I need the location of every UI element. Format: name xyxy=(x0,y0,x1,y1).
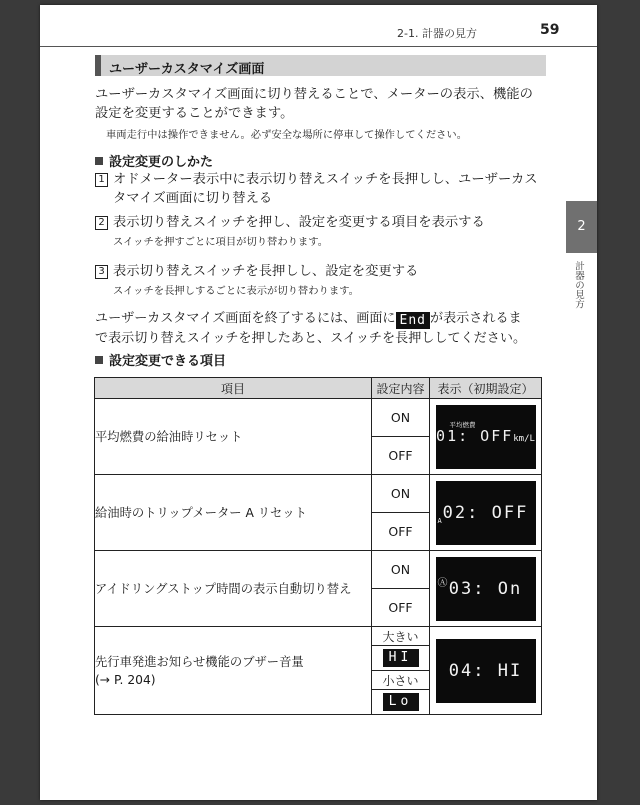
col-header-display: 表示（初期設定） xyxy=(430,378,542,399)
table-row: アイドリングストップ時間の表示自動切り替え ON Ⓐ 03: On xyxy=(95,551,542,589)
table-row: 平均燃費の給油時リセット ON 平均燃費 01: OFFkm/L xyxy=(95,399,542,437)
intro-note: 車両走行中は操作できません。必ず安全な場所に停車して操作してください。 xyxy=(106,129,468,141)
page-number: 59 xyxy=(540,22,560,38)
step-number: 3 xyxy=(95,265,108,279)
finish-text: ユーザーカスタマイズ画面を終了するには、画面に End が表示されるま で表示切り替えスイッチを押したあと、スイッチを長押ししてください。 xyxy=(95,311,527,346)
intro-text: ユーザーカスタマイズ画面に切り替えることで、メーターの表示、機能の 設定を変更することができます。 xyxy=(95,87,533,121)
step-number: 1 xyxy=(95,173,108,187)
step-3: 3 表示切り替えスイッチを長押しし、設定を変更する xyxy=(95,262,418,281)
step-3-note: スイッチを長押しするごとに表示が切り替わります。 xyxy=(113,285,359,297)
col-header-item: 項目 xyxy=(95,378,372,399)
manual-page xyxy=(40,5,597,800)
header-divider xyxy=(40,46,597,47)
lcd-display: A 02: OFF xyxy=(436,481,536,545)
square-bullet-icon xyxy=(95,157,103,165)
items-heading: 設定変更できる項目 xyxy=(95,350,226,369)
section-title-bar xyxy=(95,55,546,76)
howto-heading: 設定変更のしかた xyxy=(95,151,213,170)
end-lcd-icon: End xyxy=(396,312,430,329)
chapter-tab-label: 計器の見方 xyxy=(573,261,584,309)
settings-table: 項目 設定内容 表示（初期設定） 平均燃費の給油時リセット ON 平均燃費 01: OFFkm/L OFF 給油時のトリップメーター A リセット ON A 02: OFF OFF アイドリングストップ時間の表示自動切り替え ON Ⓐ 03: On OFF 先行車発進お知らせ機能のブザー音量 (→ P. 204) 大きい 04: HI HI 小さい Lo xyxy=(94,377,542,715)
lo-lcd-icon: Lo xyxy=(383,693,419,711)
col-header-setting: 設定内容 xyxy=(372,378,430,399)
table-row: 給油時のトリップメーター A リセット ON A 02: OFF xyxy=(95,475,542,513)
step-2: 2 表示切り替えスイッチを押し、設定を変更する項目を表示する xyxy=(95,213,485,232)
square-bullet-icon xyxy=(95,356,103,364)
step-1: 1 オドメーター表示中に表示切り替えスイッチを長押しし、ユーザーカス タマイズ画面に切り替える xyxy=(95,170,538,208)
chapter-tab: 2 xyxy=(566,201,597,253)
table-row: 先行車発進お知らせ機能のブザー音量 (→ P. 204) 大きい 04: HI xyxy=(95,627,542,646)
lcd-display: 平均燃費 01: OFFkm/L xyxy=(436,405,536,469)
section-title: ユーザーカスタマイズ画面 xyxy=(109,62,265,77)
section-label: 2-1. 計器の見方 xyxy=(397,27,477,40)
lcd-display: Ⓐ 03: On xyxy=(436,557,536,621)
lcd-display: 04: HI xyxy=(436,639,536,703)
step-2-note: スイッチを押すごとに項目が切り替わります。 xyxy=(113,236,328,248)
step-number: 2 xyxy=(95,216,108,230)
hi-lcd-icon: HI xyxy=(383,649,419,667)
